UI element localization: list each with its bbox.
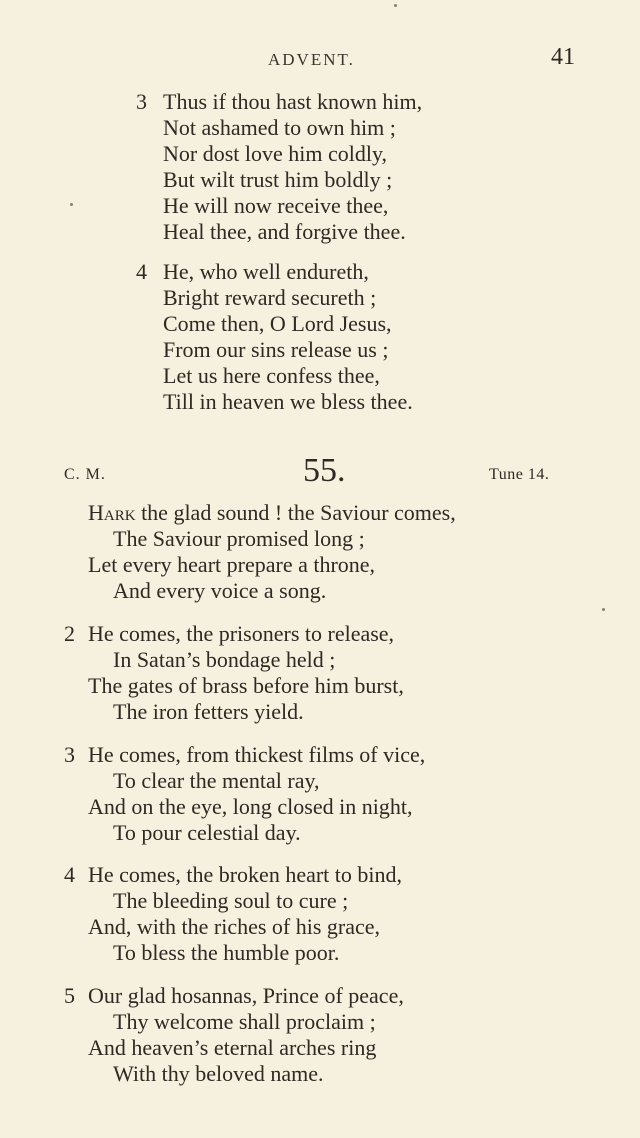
verse-line: Our glad hosannas, Prince of peace,	[88, 983, 404, 1008]
verse-number: 3	[64, 742, 75, 767]
verse-line: Nor dost love him coldly,	[163, 141, 388, 166]
verse-number: 4	[64, 862, 75, 887]
first-word-smallcaps: Hark	[88, 500, 136, 525]
verse-line: And heaven’s eternal arches ring	[88, 1035, 377, 1060]
paper-speck	[394, 4, 397, 7]
verse-line: To pour celestial day.	[113, 820, 301, 845]
page-number: 41	[551, 44, 575, 70]
first-line-rest: the glad sound ! the Saviour comes,	[135, 500, 456, 525]
verse-line: But wilt trust him boldly ;	[163, 167, 393, 192]
verse-line: The bleeding soul to cure ;	[113, 888, 349, 913]
verse-line: Let us here confess thee,	[163, 363, 380, 388]
verse-line: And on the eye, long closed in night,	[88, 794, 413, 819]
verse-line: Bright reward secureth ;	[163, 285, 377, 310]
verse-line: Thus if thou hast known him,	[163, 89, 423, 114]
verse-number: 4	[136, 259, 147, 284]
verse-line: And, with the riches of his grace,	[88, 914, 381, 939]
hymn55-verse-1	[88, 500, 588, 604]
verse-line: To clear the mental ray,	[113, 768, 320, 793]
verse-line: Heal thee, and forgive thee.	[163, 219, 406, 244]
page-header	[0, 44, 640, 74]
verse-line: With thy beloved name.	[113, 1061, 324, 1086]
verse-line: Till in heaven we bless thee.	[163, 389, 413, 414]
verse-number: 5	[64, 983, 75, 1008]
paper-speck	[602, 608, 605, 611]
hymn-number: 55.	[303, 452, 346, 489]
verse-line: In Satan’s bondage held ;	[113, 647, 336, 672]
verse-number: 3	[136, 89, 147, 114]
verse-line: The gates of brass before him burst,	[88, 673, 404, 698]
verse-line: He will now receive thee,	[163, 193, 389, 218]
hymn-header	[0, 452, 640, 492]
verse-line: He comes, the prisoners to release,	[88, 621, 395, 646]
verse-number: 2	[64, 621, 75, 646]
hymn-meter: C. M.	[64, 466, 106, 483]
verse-line: Let every heart prepare a throne,	[88, 552, 376, 577]
verse-line: He comes, from thickest films of vice,	[88, 742, 426, 767]
verse-line: To bless the humble poor.	[113, 940, 340, 965]
verse-line: He, who well endureth,	[163, 259, 369, 284]
verse-line: From our sins release us ;	[163, 337, 389, 362]
running-head: ADVENT.	[268, 50, 355, 69]
verse-first-line	[88, 500, 588, 526]
verse-line: Not ashamed to own him ;	[163, 115, 396, 140]
verse-line: The Saviour promised long ;	[113, 526, 365, 551]
verse-line: Come then, O Lord Jesus,	[163, 311, 392, 336]
verse-line: The iron fetters yield.	[113, 699, 304, 724]
verse-line: And every voice a song.	[113, 578, 327, 603]
verse-line: Thy welcome shall proclaim ;	[113, 1009, 376, 1034]
hymn-tune: Tune 14.	[489, 466, 550, 483]
verse-line: He comes, the broken heart to bind,	[88, 862, 403, 887]
paper-speck	[70, 203, 73, 206]
